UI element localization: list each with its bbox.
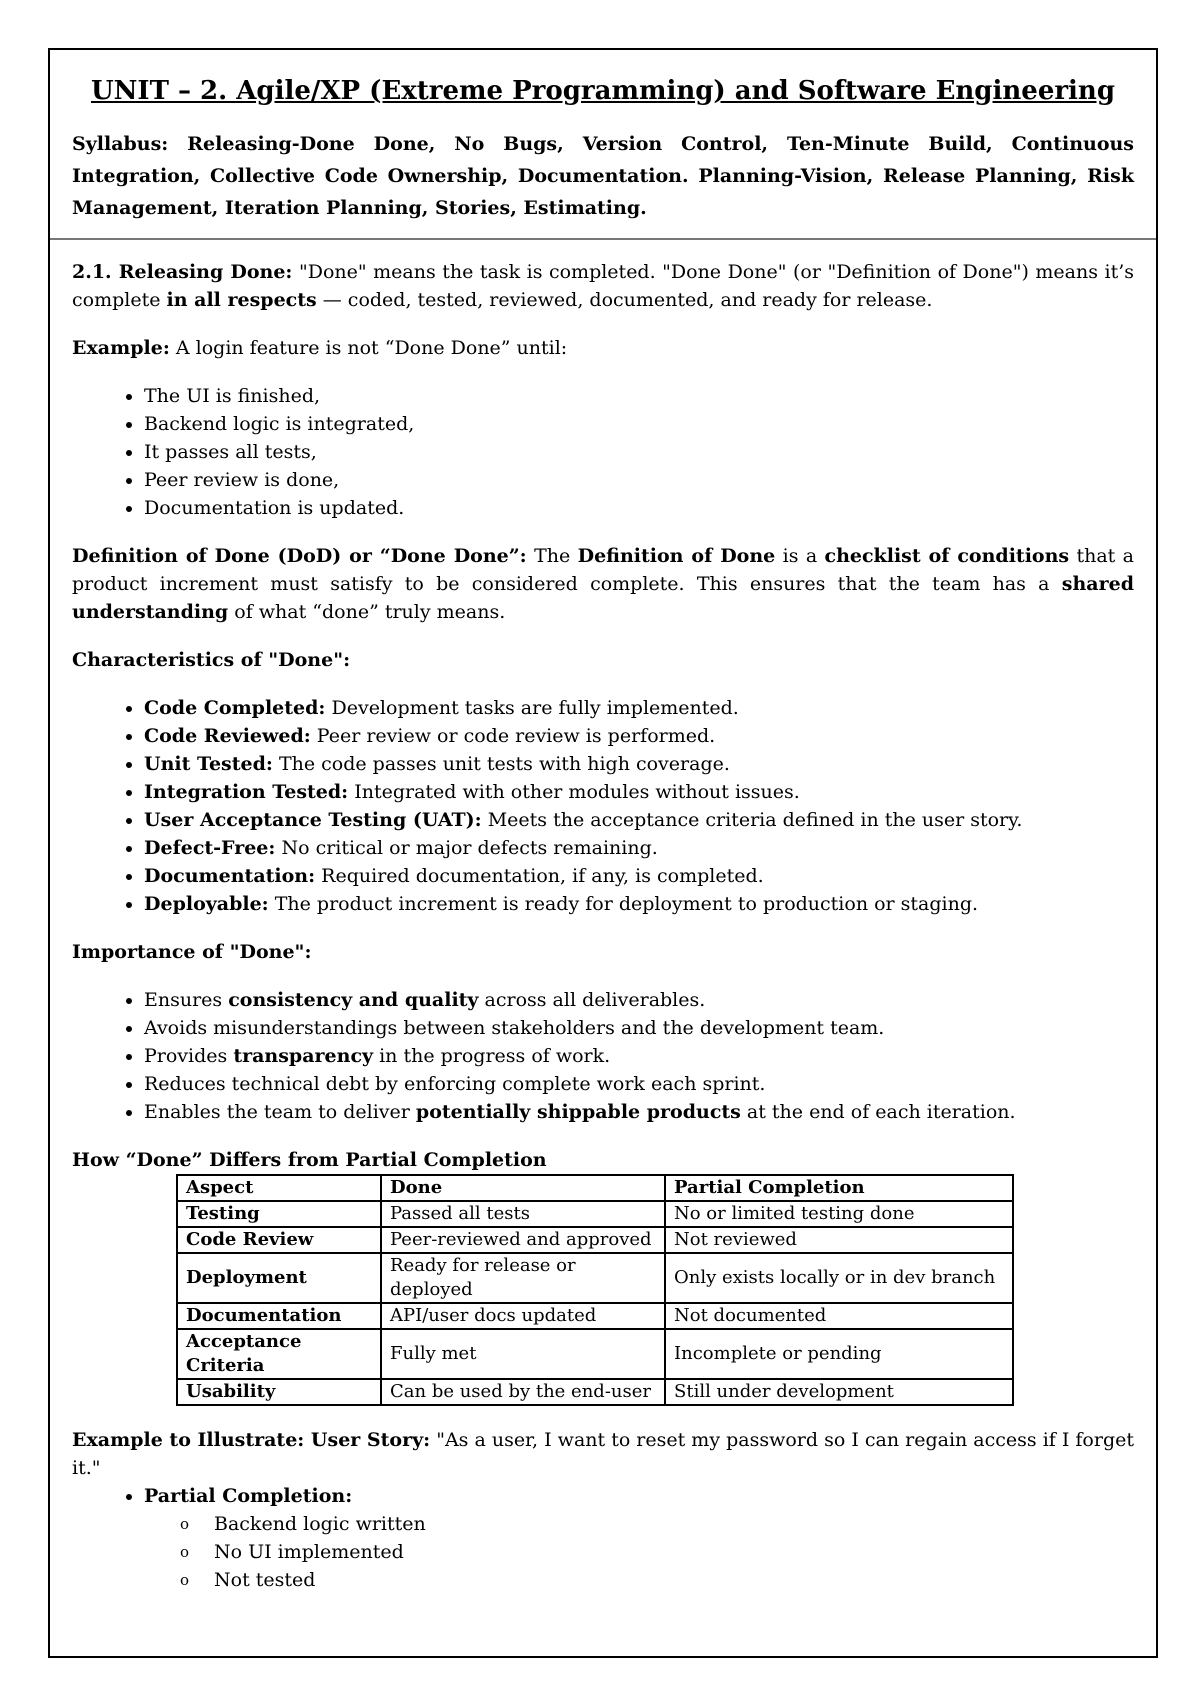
list-item: • Reduces technical debt by enforcing complete work each sprint.	[144, 1070, 1134, 1098]
characteristics-list	[72, 694, 1134, 918]
sub-list-item: o Not tested	[214, 1566, 1134, 1594]
table-cell: Only exists locally or in dev branch	[665, 1253, 1013, 1303]
list-item	[144, 1098, 1134, 1126]
list-item	[144, 1042, 1134, 1070]
dod-text: The	[526, 545, 578, 567]
item-label: Integration Tested:	[144, 781, 349, 803]
list-item	[144, 986, 1134, 1014]
dod-text: that a product increment must satisfy to be considered complete. This ensures that the team has a	[72, 545, 1134, 595]
list-item: • Avoids misunderstandings between stakeholders and the development team.	[144, 1014, 1134, 1042]
item-text: Provides	[144, 1045, 234, 1067]
table-cell: Testing	[177, 1201, 381, 1227]
intro-bold: in all respects	[166, 289, 317, 311]
item-text: across all deliverables.	[478, 989, 706, 1011]
table-caption: How “Done” Differs from Partial Completion	[72, 1149, 547, 1171]
table-cell: Not reviewed	[665, 1227, 1013, 1253]
item-label: Code Reviewed:	[144, 725, 311, 747]
table-cell: Code Review	[177, 1227, 381, 1253]
list-item	[144, 778, 1134, 806]
list-item	[144, 890, 1134, 918]
item-label: User Acceptance Testing (UAT):	[144, 809, 482, 831]
page-title: UNIT – 2. Agile/XP (Extreme Programming) and Software Engineering	[90, 76, 1116, 106]
table-cell: API/user docs updated	[381, 1303, 665, 1329]
item-text: The product increment is ready for deployment to production or staging.	[268, 893, 979, 915]
importance-heading: Importance of "Done":	[72, 941, 312, 963]
content	[50, 240, 1156, 1594]
list-item: • Peer review is done,	[144, 466, 1134, 494]
item-text: Enables the team to deliver	[144, 1101, 416, 1123]
dod-bold: shared understanding	[72, 573, 1134, 623]
item-label: Documentation:	[144, 865, 316, 887]
table-cell: No or limited testing done	[665, 1201, 1013, 1227]
table-row	[177, 1303, 1013, 1329]
table-header-row	[177, 1175, 1013, 1201]
item-text: in the progress of work.	[373, 1045, 611, 1067]
importance-list	[72, 986, 1134, 1126]
comparison-table	[176, 1174, 1014, 1406]
dod-label: Definition of Done (DoD) or “Done Done”:	[72, 545, 527, 567]
table-cell: Incomplete or pending	[665, 1329, 1013, 1379]
table-cell: Fully met	[381, 1329, 665, 1379]
list-item	[144, 834, 1134, 862]
header-block	[50, 50, 1156, 240]
table-cell: Peer-reviewed and approved	[381, 1227, 665, 1253]
table-row	[177, 1329, 1013, 1379]
page-frame	[48, 48, 1158, 1658]
sub-list-item: o Backend logic written	[214, 1510, 1134, 1538]
table-cell: Passed all tests	[381, 1201, 665, 1227]
table-row	[177, 1253, 1013, 1303]
section-intro	[72, 258, 1134, 314]
item-text: Meets the acceptance criteria defined in the user story.	[481, 809, 1023, 831]
section-heading: 2.1. Releasing Done:	[72, 261, 293, 283]
item-text: at the end of each iteration.	[740, 1101, 1016, 1123]
item-text: Peer review or code review is performed.	[310, 725, 716, 747]
item-label: Defect-Free:	[144, 837, 276, 859]
example-list	[72, 382, 1134, 522]
item-label: Unit Tested:	[144, 753, 273, 775]
intro-text-b: — coded, tested, reviewed, documented, and ready for release.	[316, 289, 933, 311]
list-item: • The UI is finished,	[144, 382, 1134, 410]
list-item	[144, 1482, 1134, 1594]
table-cell: Still under development	[665, 1379, 1013, 1405]
item-bold: transparency	[233, 1045, 374, 1067]
item-text: The code passes unit tests with high coverage.	[272, 753, 730, 775]
illustration-paragraph	[72, 1426, 1134, 1482]
example-label: Example:	[72, 337, 170, 359]
list-item: • Backend logic is integrated,	[144, 410, 1134, 438]
table-row	[177, 1379, 1013, 1405]
table-cell: Not documented	[665, 1303, 1013, 1329]
example-text: A login feature is not “Done Done” until:	[169, 337, 568, 359]
item-text: No critical or major defects remaining.	[275, 837, 658, 859]
item-text: Development tasks are fully implemented.	[325, 697, 739, 719]
list-item	[144, 862, 1134, 890]
example-line	[72, 334, 1134, 362]
list-item: • Documentation is updated.	[144, 494, 1134, 522]
table-row	[177, 1201, 1013, 1227]
item-bold: potentially shippable products	[415, 1101, 741, 1123]
table-header: Done	[381, 1175, 665, 1201]
partial-label: Partial Completion:	[144, 1485, 353, 1507]
dod-text: of what “done” truly means.	[228, 601, 506, 623]
dod-paragraph	[72, 542, 1134, 626]
list-item: • It passes all tests,	[144, 438, 1134, 466]
table-cell: Deployment	[177, 1253, 381, 1303]
partial-sublist	[144, 1510, 1134, 1594]
item-bold: consistency and quality	[228, 989, 479, 1011]
intro-text-a: "Done" means the task is completed. "Done Done" (or "Definition of Done") means it’s complete	[72, 261, 1134, 311]
table-row	[177, 1227, 1013, 1253]
list-item	[144, 750, 1134, 778]
item-label: Code Completed:	[144, 697, 326, 719]
illustration-list	[72, 1482, 1134, 1594]
dod-text: is a	[775, 545, 825, 567]
sub-list-item: o No UI implemented	[214, 1538, 1134, 1566]
table-cell: Can be used by the end-user	[381, 1379, 665, 1405]
item-text: Integrated with other modules without issues.	[348, 781, 800, 803]
table-header: Aspect	[177, 1175, 381, 1201]
table-header: Partial Completion	[665, 1175, 1013, 1201]
table-cell: Ready for release or deployed	[381, 1253, 665, 1303]
item-text: Ensures	[144, 989, 229, 1011]
syllabus: Syllabus: Releasing-Done Done, No Bugs, Version Control, Ten-Minute Build, Continuous Integration, Collective Code Ownership, Documentation. Planning-Vision, Release Planning, Risk Management, Iteration Planning, Stories, Estimating.	[72, 133, 1134, 219]
list-item	[144, 806, 1134, 834]
table-cell: Usability	[177, 1379, 381, 1405]
illustration-text: "As a user, I want to reset my password so I can regain access if I forget it."	[72, 1429, 1134, 1479]
table-cell: Acceptance Criteria	[177, 1329, 381, 1379]
illustration-label: Example to Illustrate: User Story:	[72, 1429, 431, 1451]
item-text: Required documentation, if any, is completed.	[315, 865, 764, 887]
item-label: Deployable:	[144, 893, 269, 915]
list-item	[144, 722, 1134, 750]
table-cell: Documentation	[177, 1303, 381, 1329]
characteristics-heading: Characteristics of "Done":	[72, 649, 351, 671]
dod-bold: checklist of conditions	[824, 545, 1070, 567]
list-item	[144, 694, 1134, 722]
dod-bold: Definition of Done	[577, 545, 776, 567]
